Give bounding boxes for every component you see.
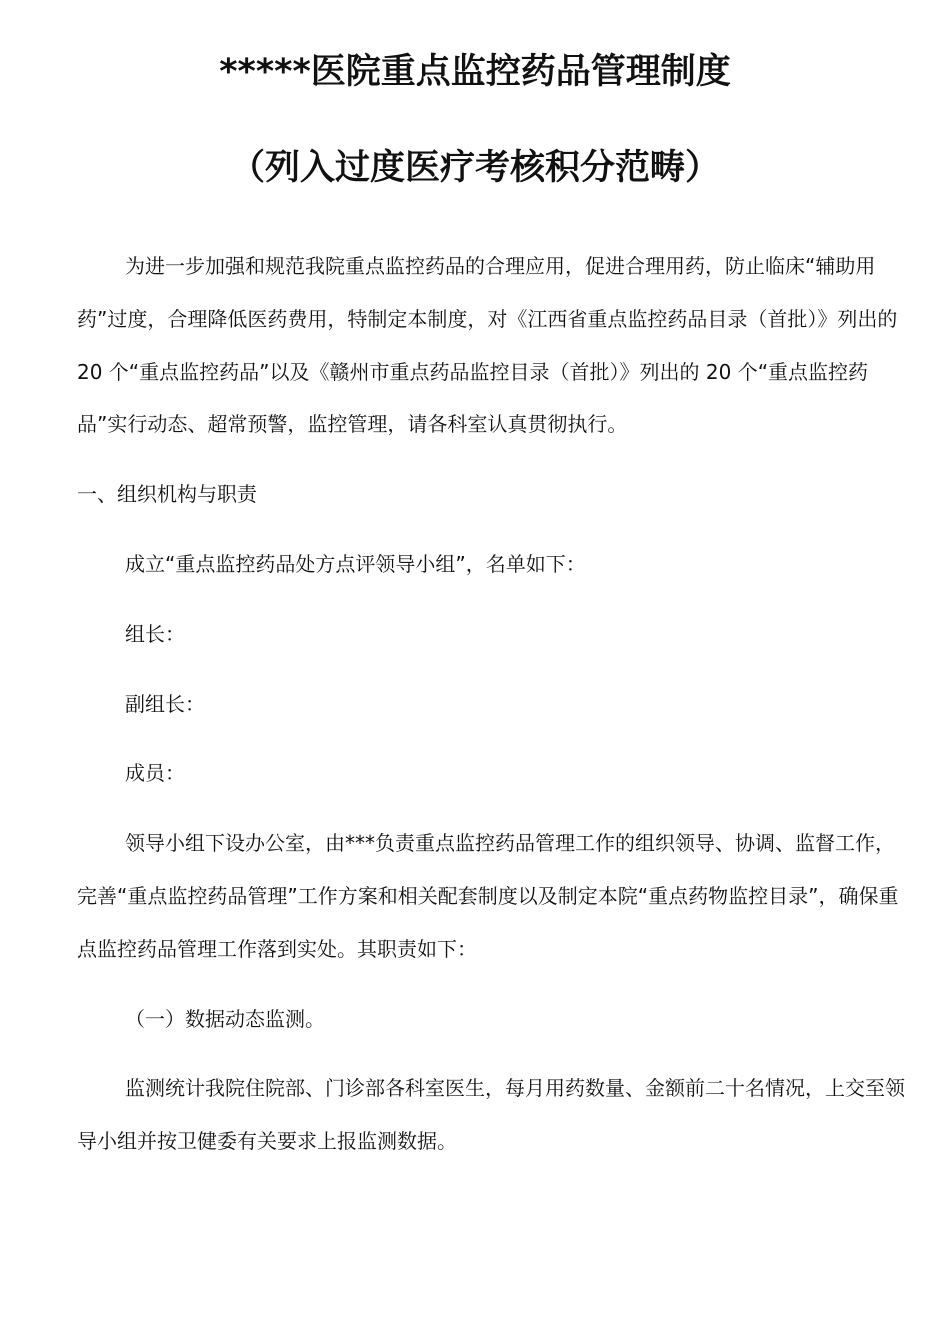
document-body (77, 240, 913, 1168)
intro-paragraph: 为进一步加强和规范我院重点监控药品的合理应用，促进合理用药，防止临床“辅助用药”过度，合理降低医药费用，特制定本制度，对《江西省重点监控药品目录（首批）》列出的 20 个“重点监控药品”以及《赣州市重点药品监控目录（首批）》列出的 20 个“重点监控药品”实行动态、超常预警，监控管理，请各科室认真贯彻执行。 (77, 254, 898, 437)
monitoring-paragraph: 监测统计我院住院部、门诊部各科室医生，每月用药数量、金额前二十名情况，上交至领导小组并按卫健委有关要求上报监测数据。 (77, 1076, 905, 1154)
section-heading-organization: 一、组织机构与职责 (77, 482, 257, 507)
document-title: *****医院重点监控药品管理制度 (219, 52, 731, 92)
subsection-heading-monitoring: （一）数据动态监测。 (125, 1006, 325, 1031)
leader-line: 组长： (125, 621, 185, 646)
members-line: 成员： (125, 761, 185, 786)
document-subtitle: （列入过度医疗考核积分范畴） (229, 148, 720, 188)
deputy-leader-line: 副组长： (125, 691, 205, 716)
group-setup-paragraph: 成立“重点监控药品处方点评领导小组”，名单如下： (125, 551, 586, 576)
office-paragraph: 领导小组下设办公室，由***负责重点监控药品管理工作的组织领导、协调、监督工作，完善“重点监控药品管理”工作方案和相关配套制度以及制定本院“重点药物监控目录”，确保重点监控药品管理工作落到实处。其职责如下： (77, 831, 899, 961)
